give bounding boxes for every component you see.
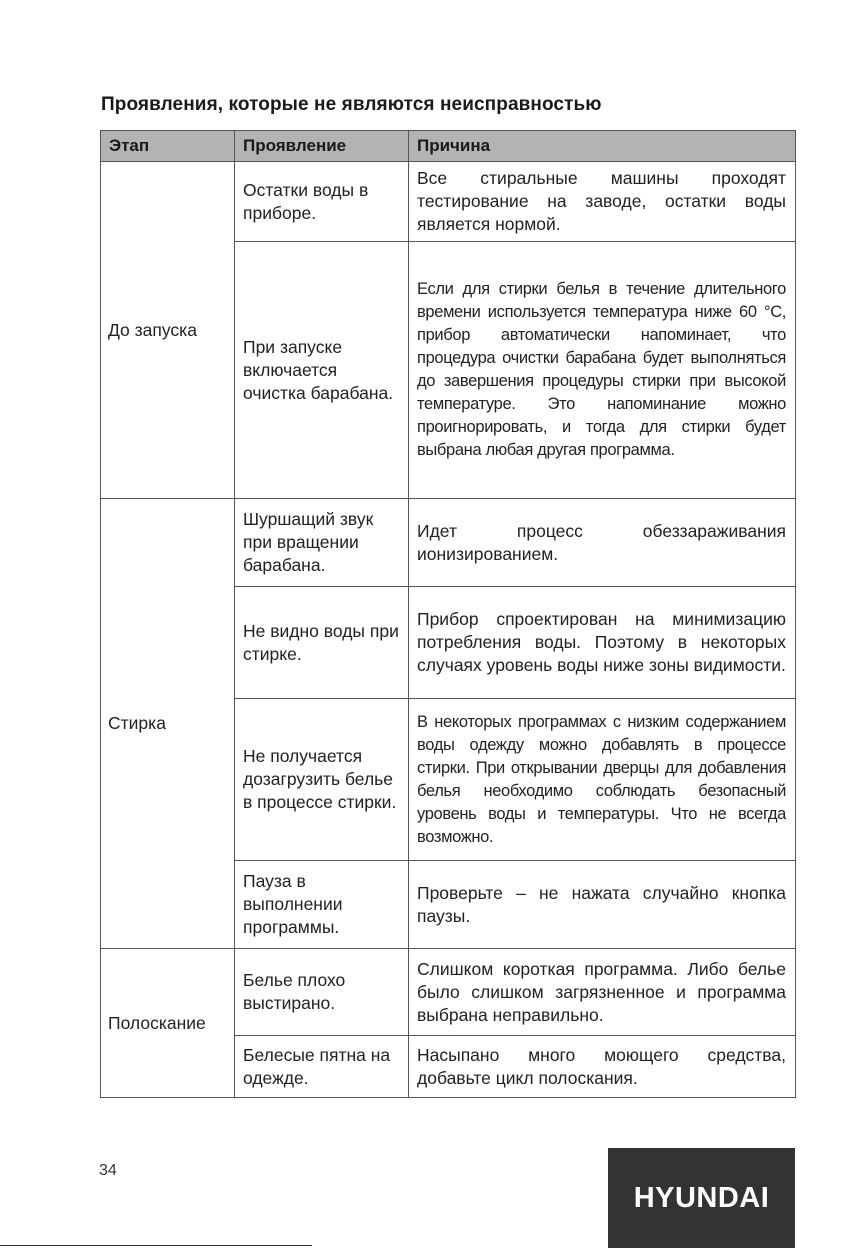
cause-cell: Прибор спроектирован на минимизацию потребления воды. Поэтому в некоторых случаях уровень воды ниже зоны видимости. <box>409 587 796 699</box>
brand-logo-text: HYUNDAI <box>633 1181 770 1214</box>
stage-cell: Полоскание <box>101 949 235 1098</box>
cause-cell: Идет процесс обеззараживания ионизированием. <box>409 499 796 587</box>
symptom-cell: Шуршащий звук при вращении барабана. <box>235 499 409 587</box>
stage-cell: Стирка <box>101 499 235 949</box>
cause-cell: Проверьте – не нажата случайно кнопка паузы. <box>409 861 796 949</box>
table-row <box>101 162 796 242</box>
symptom-cell: Пауза в выполнении программы. <box>235 861 409 949</box>
column-header-stage: Этап <box>101 131 235 162</box>
cause-cell: Слишком короткая программа. Либо белье было слишком загрязненное и программа выбрана неправильно. <box>409 949 796 1036</box>
symptom-cell: При запуске включается очистка барабана. <box>235 242 409 499</box>
table-header-row <box>101 131 796 162</box>
cause-cell: Все стиральные машины проходят тестирование на заводе, остатки воды является нормой. <box>409 162 796 242</box>
brand-logo <box>608 1148 795 1248</box>
cause-cell: Если для стирки белья в течение длительного времени используется температура ниже 60 °С, прибор автоматически напоминает, что процедура очистки барабана будет выполняться до завершения процедуры стирки при высокой температуре. Это напоминание можно проигнорировать, и тогда для стирки будет выбрана любая другая программа. <box>409 242 796 499</box>
symptom-cell: Остатки воды в приборе. <box>235 162 409 242</box>
table-row <box>101 949 796 1036</box>
page-number: 34 <box>99 1162 117 1179</box>
cause-cell: В некоторых программах с низким содержанием воды одежду можно добавлять в процессе стирки. При открывании дверцы для добавления белья необходимо соблюдать безопасный уровень воды и температуры. Что не всегда возможно. <box>409 699 796 861</box>
column-header-cause: Причина <box>409 131 796 162</box>
symptom-cell: Белье плохо выстирано. <box>235 949 409 1036</box>
symptom-cell: Не получается дозагрузить белье в процессе стирки. <box>235 699 409 861</box>
symptom-cell: Не видно воды при стирке. <box>235 587 409 699</box>
column-header-symptom: Проявление <box>235 131 409 162</box>
footer-rule <box>0 1245 312 1246</box>
cause-cell: Насыпано много моющего средства, добавьте цикл полоскания. <box>409 1036 796 1098</box>
symptom-cell: Белесые пятна на одежде. <box>235 1036 409 1098</box>
table-row <box>101 499 796 587</box>
stage-cell: До запуска <box>101 162 235 499</box>
page-title: Проявления, которые не являются неисправностью <box>101 94 602 115</box>
troubleshooting-table <box>100 130 796 1098</box>
